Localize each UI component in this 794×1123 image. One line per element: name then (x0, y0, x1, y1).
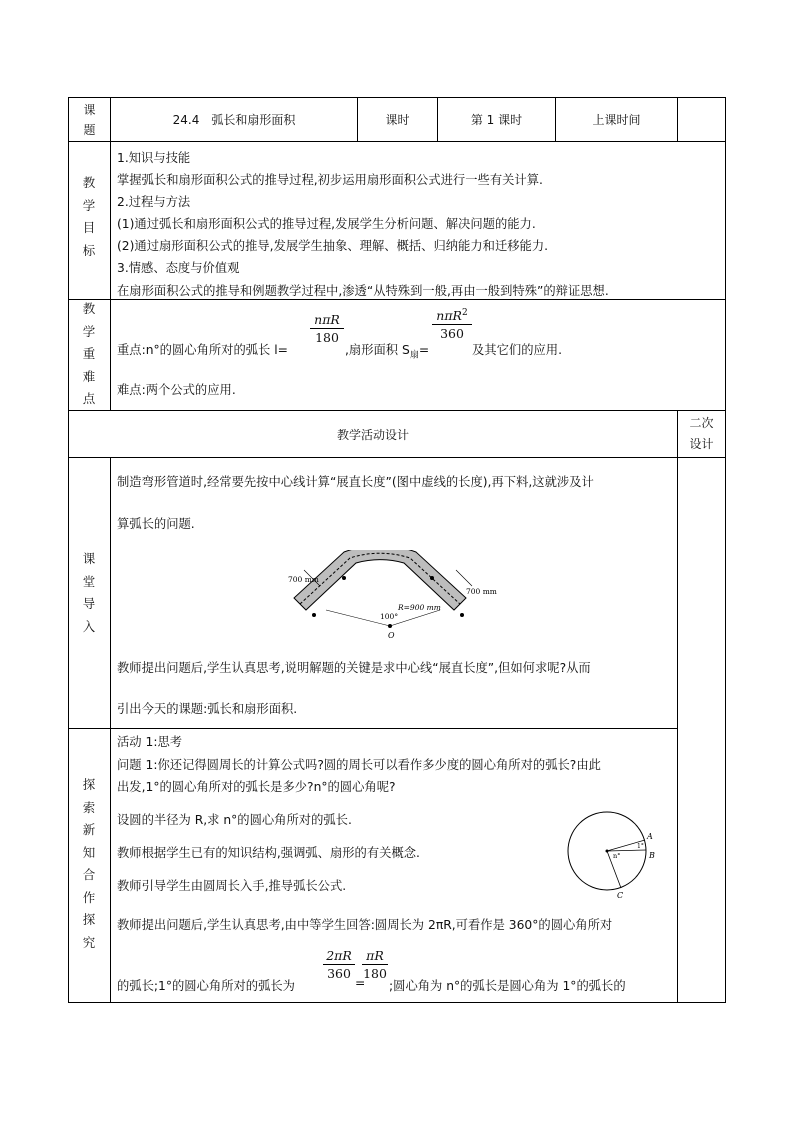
bent-pipe-figure (286, 550, 506, 642)
intro-para2-line1: 教师提出问题后,学生认真思考,说明解题的关键是求中心线“展直长度”,但如何求呢?从而 (117, 661, 591, 675)
center-dot (606, 850, 609, 853)
topic-title: 24.4 弧长和扇形面积 (172, 113, 296, 127)
point-c-label: C (617, 891, 624, 900)
right-width-label: 700 mm (466, 587, 497, 596)
question1-line2: 出发,1°的圆心角所对的弧长是多少?n°的圆心角呢? (117, 780, 396, 794)
key-point-prefix: 重点:n°的圆心角所对的弧长 l= (117, 343, 288, 357)
label-topic: 课题 (83, 102, 96, 137)
question1-line1: 问题 1:你还记得圆周长的计算公式吗?圆的周长可以看作多少度的圆心角所对的弧长?由此 (117, 758, 601, 772)
label-key-points: 教学重难点 (82, 301, 96, 406)
point-a-label: A (647, 832, 653, 841)
marker-dot (312, 613, 316, 617)
objective-line: 2.过程与方法 (117, 195, 191, 209)
objective-line: (2)通过扇形面积公式的推导,发展学生抽象、理解、概括、归纳能力和迁移能力. (117, 239, 549, 253)
key-point-mid: ,扇形面积 $S_扇=$ (345, 343, 430, 361)
objective-line: 3.情感、态度与价值观 (117, 261, 240, 275)
activity-design-title: 教学活动设计 (336, 427, 409, 442)
marker-dot (430, 576, 434, 580)
marker-dot (460, 613, 464, 617)
label-explore: 探索新知合作探究 (82, 777, 96, 950)
arc-simplified-fraction: πR 180 (363, 948, 387, 981)
period-value: 第 1 课时 (470, 113, 523, 127)
center-dot (388, 624, 392, 628)
arc-length-fraction: nπR 180 (310, 312, 344, 345)
label-objectives: 教学目标 (82, 175, 96, 258)
circle-figure (563, 806, 663, 902)
key-point-suffix: 及其它们的应用. (472, 343, 562, 357)
intro-para2-line2: 引出今天的课题:弧长和扇形面积. (117, 702, 298, 716)
left-width-label: 700 mm (288, 575, 319, 584)
radius-b (607, 850, 646, 851)
intro-para1-line1: 制造弯形管道时,经常要先按中心线计算“展直长度”(图中虚线的长度),再下料,这就涉及计 (117, 475, 594, 489)
angle-label: 100° (380, 612, 399, 621)
explore-line5: 教师引导学生由圆周长入手,推导弧长公式. (117, 879, 347, 893)
angle-one-label: 1° (637, 843, 644, 850)
intro-para1-line2: 算弧长的问题. (117, 517, 195, 531)
equals-sign: = (355, 976, 366, 990)
point-b-label: B (649, 851, 655, 860)
label-period: 课时 (385, 113, 410, 127)
center-label: O (388, 631, 395, 640)
difficulty-text: 难点:两个公式的应用. (117, 383, 236, 397)
objective-line: 掌握弧长和扇形面积公式的推导过程,初步运用扇形面积公式进行一些有关计算. (117, 173, 543, 187)
class-time-value (678, 98, 725, 141)
label-class-time: 上课时间 (592, 113, 641, 127)
explore-line6: 教师提出问题后,学生认真思考,由中等学生回答:圆周长为 2πR,可看作是 360°的圆心角所对 (117, 918, 613, 932)
explore-line4: 教师根据学生已有的知识结构,强调弧、扇形的有关概念. (117, 846, 420, 860)
explore-line7-prefix: 的弧长;1°的圆心角所对的弧长为 (117, 979, 295, 993)
objective-line: 1.知识与技能 (117, 151, 191, 165)
explore-line7-suffix: ;圆心角为 n°的弧长是圆心角为 1°的弧长的 (389, 979, 626, 993)
explore-line3: 设圆的半径为 R,求 n°的圆心角所对的弧长. (117, 813, 352, 827)
arc-one-degree-fraction: 2πR 360 (323, 948, 355, 981)
second-design-label: 二次设计 (689, 416, 714, 451)
label-intro: 课堂导入 (82, 551, 96, 634)
objective-line: 在扇形面积公式的推导和例题教学过程中,渗透“从特殊到一般,再由一般到特殊”的辩证思想. (117, 284, 609, 298)
radius-label: R=900 mm (398, 603, 441, 612)
dimension-line (456, 570, 472, 586)
sector-area-fraction: nπR$^2$ 360 (432, 308, 472, 341)
activity-title: 活动 1:思考 (117, 735, 183, 749)
pipe-shape (294, 550, 466, 610)
angle-n-label: n° (613, 852, 621, 860)
marker-dot (342, 576, 346, 580)
objective-line: (1)通过弧长和扇形面积公式的推导过程,发展学生分析问题、解决问题的能力. (117, 217, 536, 231)
